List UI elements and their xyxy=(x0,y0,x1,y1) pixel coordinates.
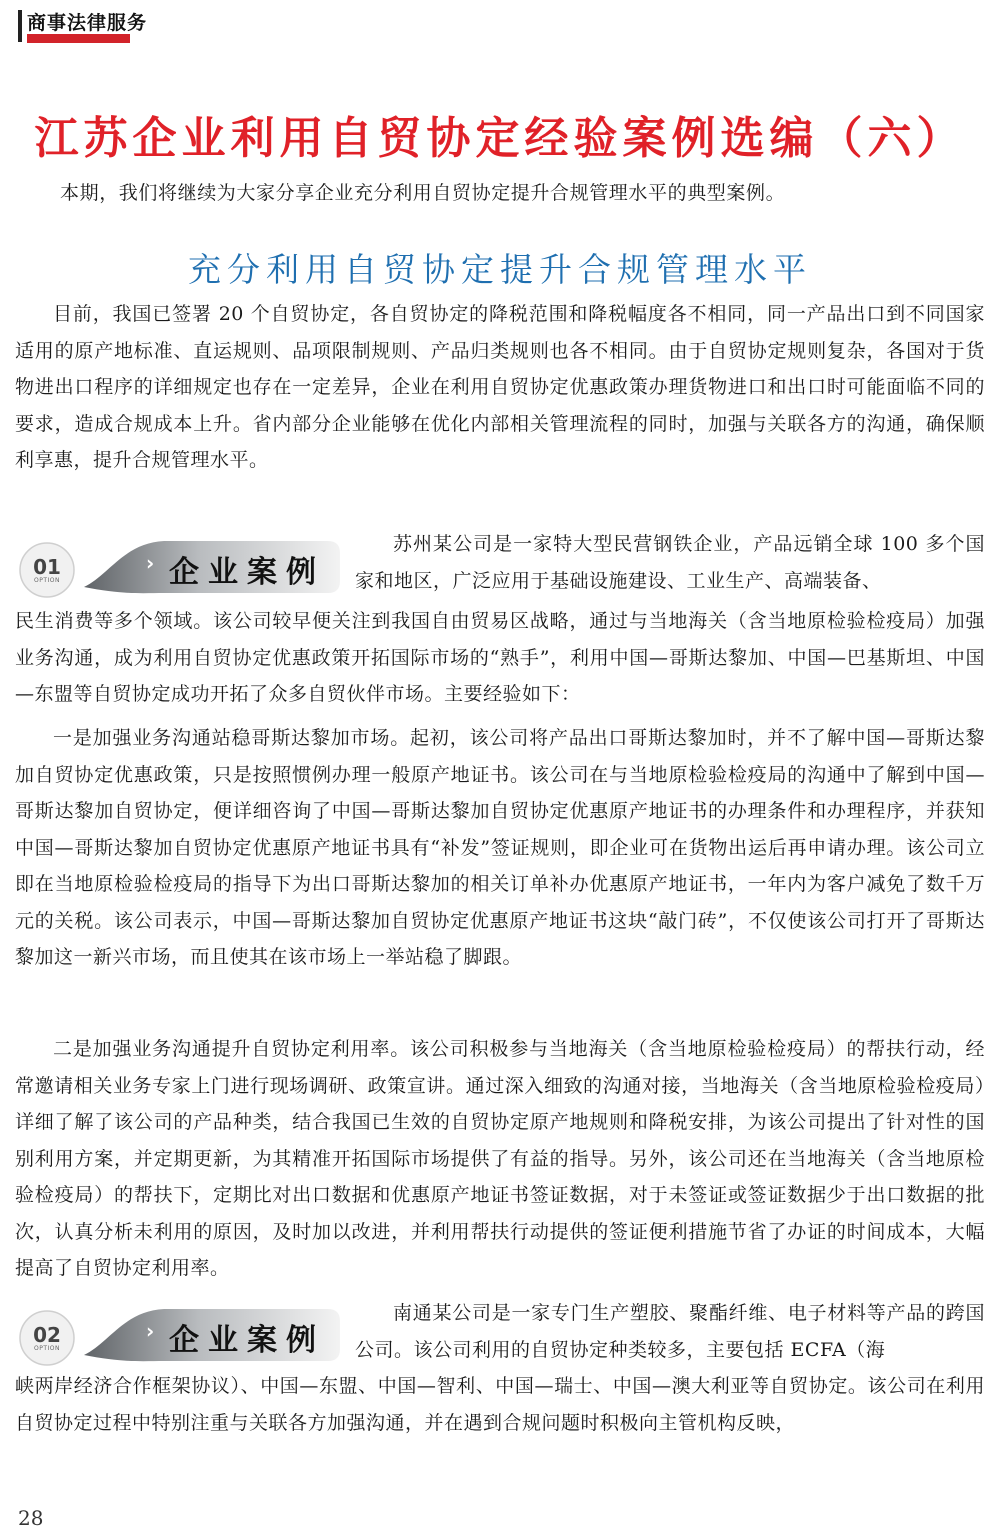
chevron-right-icon: › xyxy=(146,551,155,575)
badge-option: OPTION xyxy=(34,577,60,584)
page-number: 28 xyxy=(18,1506,44,1530)
header-red-bar xyxy=(27,34,130,43)
case-01-point-one: 一是加强业务沟通站稳哥斯达黎加市场。起初，该公司将产品出口哥斯达黎加时，并不了解中国—哥斯达黎加自贸协定优惠政策，只是按照惯例办理一般原产地证书。该公司在与当地原检验检疫局的沟通中了解到中国—哥斯达黎加自贸协定，便详细咨询了中国—哥斯达黎加自贸协定优惠原产地证书的办理条件和办理程序，并获知中国—哥斯达黎加自贸协定优惠原产地证书具有“补发”签证规则，即企业可在货物出运后再申请办理。该公司立即在当地原检验检疫局的指导下为出口哥斯达黎加的相关订单补办优惠原产地证书，一年内为客户减免了数千万元的关税。该公司表示，中国—哥斯达黎加自贸协定优惠原产地证书这块“敲门砖”，不仅使该公司打开了哥斯达黎加这一新兴市场，而且使其在该市场上一举站稳了脚跟。 xyxy=(15,727,985,968)
section-header xyxy=(0,0,1000,50)
badge-option: OPTION xyxy=(34,1345,60,1352)
case-01-point-two: 二是加强业务沟通提升自贸协定利用率。该公司积极参与当地海关（含当地原检验检疫局）的帮扶行动，经常邀请相关业务专家上门进行现场调研、政策宣讲。通过深入细致的沟通对接，当地海关（含当地原检验检疫局）详细了解了该公司的产品种类，结合我国已生效的自贸协定原产地规则和降税安排，为该公司提出了针对性的国别利用方案，并定期更新，为其精准开拓国际市场提供了有益的指导。另外，该公司还在当地海关（含当地原检验检疫局）的帮扶下，定期比对出口数据和优惠原产地证书签证数据，对于未签证或签证数据少于出口数据的批次，认真分析未利用的原因，及时加以改进，并利用帮扶行动提供的签证便利措施节省了办证的时间成本，大幅提高了自贸协定利用率。 xyxy=(15,1038,985,1279)
chevron-right-icon: › xyxy=(146,1319,155,1343)
badge-number: 01 xyxy=(33,555,61,579)
lead-paragraph: 目前，我国已签署 20 个自贸协定，各自贸协定的降税范围和降税幅度各不相同，同一产品出口到不同国家适用的原产地标准、直运规则、品项限制规则、产品归类规则也各不相同。由于自贸协定规则复杂，各国对于货物进出口程序的详细规定也存在一定差异，企业在利用自贸协定优惠政策办理货物进口和出口时可能面临不同的要求，造成合规成本上升。省内部分企业能够在优化内部相关管理流程的同时，加强与关联各方的沟通，确保顺利享惠，提升合规管理水平。 xyxy=(15,303,985,471)
case-02-continued-text: 峡两岸经济合作框架协议）、中国—东盟、中国—智利、中国—瑞士、中国—澳大利亚等自贸协定。该公司在利用自贸协定过程中特别注重与关联各方加强沟通，并在遇到合规问题时积极向主管机构反映， xyxy=(15,1375,985,1434)
case-01-continued-text: 民生消费等多个领域。该公司较早便关注到我国自由贸易区战略，通过与当地海关（含当地原检验检疫局）加强业务沟通，成为利用自贸协定优惠政策开拓国际市场的“熟手”，利用中国—哥斯达黎加、中国—巴基斯坦、中国—东盟等自贸协定成功开拓了众多自贸伙伴市场。主要经验如下： xyxy=(15,610,985,705)
case-01-beside-text: 苏州某公司是一家特大型民营钢铁企业，产品远销全球 100 多个国家和地区，广泛应用于基础设施建设、工业生产、高端装备、 xyxy=(355,533,985,592)
badge-label: 企业案例 xyxy=(169,555,325,590)
case-badge-02 xyxy=(14,1303,344,1373)
badge-number: 02 xyxy=(33,1323,61,1347)
badge-label: 企业案例 xyxy=(169,1323,325,1358)
article-intro: 本期，我们将继续为大家分享企业充分利用自贸协定提升合规管理水平的典型案例。 xyxy=(60,182,786,204)
article-title: 江苏企业利用自贸协定经验案例选编（六） xyxy=(34,113,966,164)
section-label: 商事法律服务 xyxy=(27,12,148,34)
case-badge-01 xyxy=(14,535,344,605)
header-bar xyxy=(18,10,22,42)
article-subtitle: 充分利用自贸协定提升合规管理水平 xyxy=(188,250,812,289)
case-02-beside-text: 南通某公司是一家专门生产塑胶、聚酯纤维、电子材料等产品的跨国公司。该公司利用的自贸协定种类较多，主要包括 ECFA（海 xyxy=(355,1302,985,1361)
